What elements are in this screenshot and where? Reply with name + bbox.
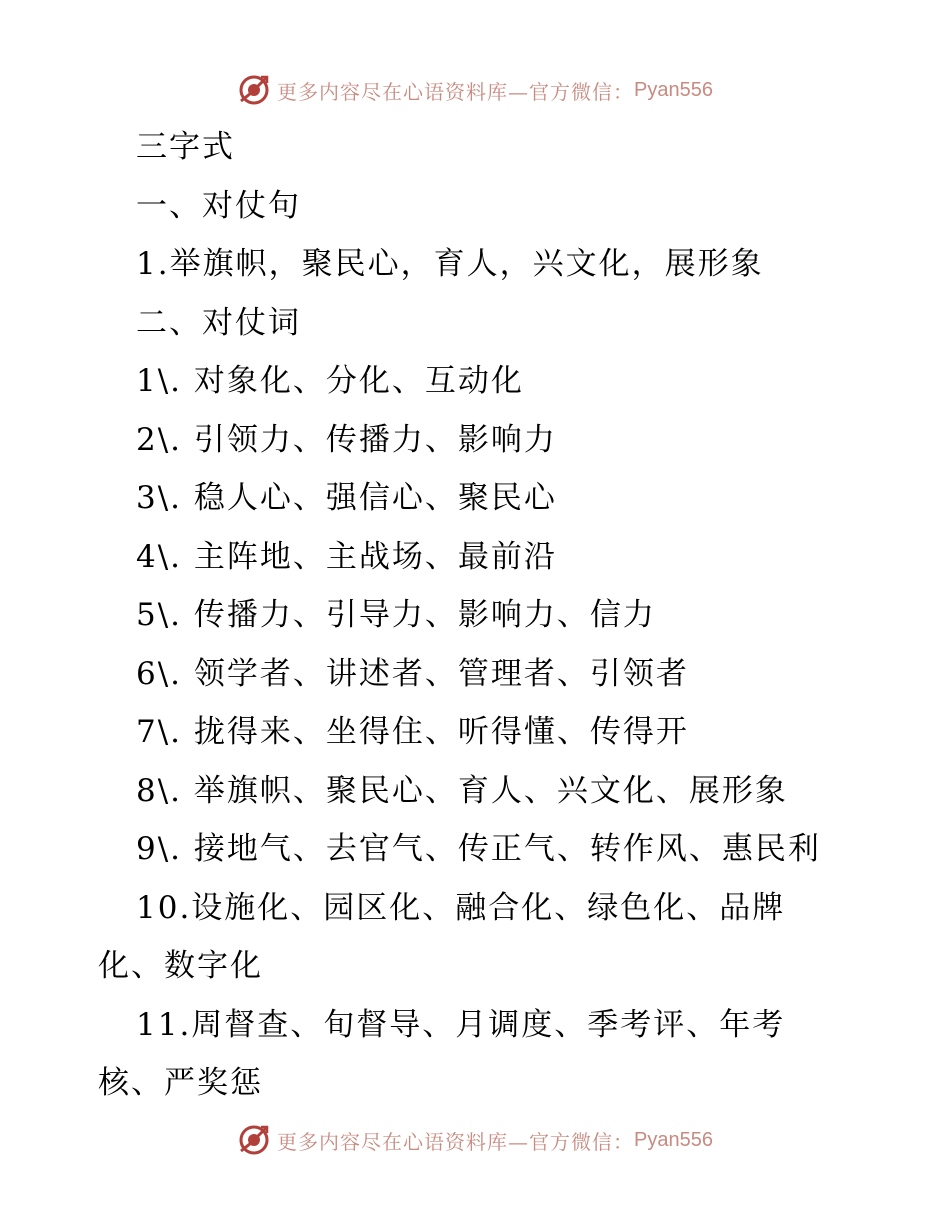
list-item: 1.举旗帜，聚民心，育人，兴文化，展形象 <box>136 246 764 282</box>
list-item: 10.设施化、园区化、融合化、绿色化、品牌 <box>136 889 786 926</box>
list-item: 3\. 稳人心、强信心、聚民心 <box>136 480 557 516</box>
list-item-continuation: 化、数字化 <box>98 948 263 984</box>
list-item-continuation: 核、严奖惩 <box>98 1065 263 1101</box>
document-body <box>0 118 950 1113</box>
list-item: 4\. 主阵地、主战场、最前沿 <box>136 538 557 575</box>
list-item: 11.周督查、旬督导、月调度、季考评、年考 <box>136 1006 786 1043</box>
banner-text: 更多内容尽在心语资料库—官方微信： <box>277 79 635 104</box>
list-item: 7\. 拢得来、坐得住、听得懂、传得开 <box>136 714 689 750</box>
document-title: 三字式 <box>136 129 235 165</box>
list-item: 8\. 举旗帜、聚民心、育人、兴文化、展形象 <box>136 772 788 809</box>
list-item: 1\. 对象化、分化、互动化 <box>136 363 524 399</box>
footer-banner <box>0 1120 950 1160</box>
banner-text: 更多内容尽在心语资料库—官方微信： <box>277 1129 635 1154</box>
banner-wechat-id: Pyan556 <box>634 78 713 101</box>
list-item: 9\. 接地气、去官气、传正气、转作风、惠民利 <box>136 831 821 867</box>
list-item: 6\. 领学者、讲述者、管理者、引领者 <box>136 655 689 692</box>
list-item: 2\. 引领力、传播力、影响力 <box>136 421 557 458</box>
header-banner <box>0 70 950 110</box>
banner-wechat-id: Pyan556 <box>634 1128 713 1151</box>
list-item: 5\. 传播力、引导力、影响力、信力 <box>136 597 656 633</box>
section-heading: 二、对仗词 <box>136 304 301 341</box>
section-heading: 一、对仗句 <box>136 187 301 224</box>
brand-logo-icon <box>237 73 271 107</box>
brand-logo-icon <box>237 1123 271 1157</box>
